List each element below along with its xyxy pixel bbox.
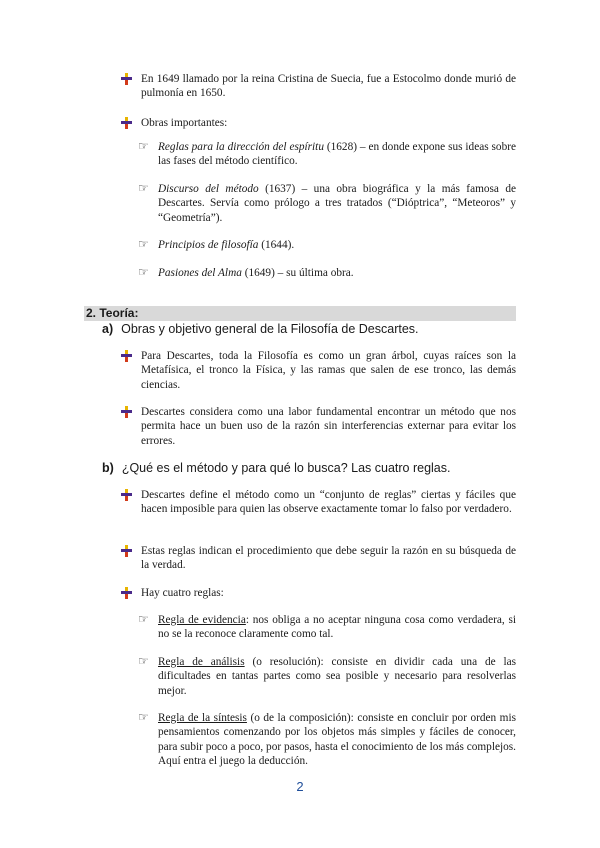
bullet-item xyxy=(120,586,516,600)
paragraph: Para Descartes, toda la Filosofía es como un gran árbol, cuyas raíces son la Metafísica, el tronco la Física, y las ramas que salen de ese tronco, las demás ciencias. xyxy=(141,350,516,391)
work-description: (1644). xyxy=(258,239,295,251)
work-item xyxy=(138,182,516,225)
rule-item xyxy=(138,655,516,698)
subheading-text: ¿Qué es el método y para qué lo busca? Las cuatro reglas. xyxy=(121,461,451,475)
rule-item xyxy=(138,711,516,769)
subheading-label: a) xyxy=(102,322,114,336)
diamond-bullet-icon xyxy=(120,545,134,557)
rule-name: Regla de evidencia xyxy=(158,614,246,626)
diamond-bullet-icon xyxy=(120,489,134,501)
work-title: Pasiones del Alma xyxy=(158,267,242,279)
paragraph: Descartes define el método como un “conjunto de reglas” ciertas y fáciles que hacen imposible para quien las observe exactamente tomar lo falso por verdadero. xyxy=(141,489,516,516)
paragraph: Estas reglas indican el procedimiento que debe seguir la razón en su búsqueda de la verdad. xyxy=(141,545,516,572)
bullet-item xyxy=(120,488,516,517)
diamond-bullet-icon xyxy=(120,406,134,418)
rule-description: (o resolución): consiste en dividir cada una de las dificultades en tantas partes como sea posible y necesario para resolverlas mejor. xyxy=(158,656,517,697)
bullet-item xyxy=(120,72,516,101)
subheading-label: b) xyxy=(102,461,114,475)
work-title: Reglas para la dirección del espíritu xyxy=(158,141,324,153)
diamond-bullet-icon xyxy=(120,587,134,599)
pointing-hand-icon: ☞ xyxy=(138,181,149,195)
section-title: 2. Teoría: xyxy=(86,306,139,320)
rule-item xyxy=(138,613,516,642)
pointing-hand-icon: ☞ xyxy=(138,710,149,724)
pointing-hand-icon: ☞ xyxy=(138,612,149,626)
bullet-item xyxy=(120,116,516,130)
section-bar xyxy=(84,306,516,321)
bullet-item xyxy=(120,544,516,573)
work-item xyxy=(138,238,516,252)
work-title: Discurso del método xyxy=(158,183,259,195)
paragraph: Hay cuatro reglas: xyxy=(141,587,224,599)
subheading-b xyxy=(102,461,516,476)
diamond-bullet-icon xyxy=(120,73,134,85)
rule-description: (o de la composición): consiste en concluir por orden mis pensamientos comenzando por los objetos más simples y fáciles de conocer, para subir poco a poco, por pasos, hasta el conocimiento de los más complejos. Aquí entra el juego la deducción. xyxy=(158,712,517,768)
work-description: (1649) – su última obra. xyxy=(241,267,354,279)
rule-name: Regla de análisis xyxy=(158,656,245,668)
bullet-item xyxy=(120,405,516,448)
work-title: Principios de filosofía xyxy=(158,239,259,251)
paragraph: Descartes considera como una labor fundamental encontrar un método que nos permita hace un buen uso de la razón sin interferencias externar para evitar los errores. xyxy=(141,406,516,447)
pointing-hand-icon: ☞ xyxy=(138,265,149,279)
bullet-item xyxy=(120,349,516,392)
works-heading: Obras importantes: xyxy=(141,117,228,129)
diamond-bullet-icon xyxy=(120,117,134,129)
pointing-hand-icon: ☞ xyxy=(138,654,149,668)
bio-paragraph: En 1649 llamado por la reina Cristina de Suecia, fue a Estocolmo donde murió de pulmonía en 1650. xyxy=(141,73,516,100)
pointing-hand-icon: ☞ xyxy=(138,237,149,251)
subheading-text: Obras y objetivo general de la Filosofía de Descartes. xyxy=(121,322,419,336)
rule-description: : nos obliga a no aceptar ninguna cosa como verdadera, si no se la reconoce claramente como tal. xyxy=(158,614,516,641)
subheading-a xyxy=(102,322,516,337)
work-item xyxy=(138,140,516,169)
work-description: (1637) – una obra biográfica y la más famosa de Descartes. Servía como prólogo a tres tratados (“Dióptrica”, “Meteoros” y “Geometría”). xyxy=(158,183,516,224)
pointing-hand-icon: ☞ xyxy=(138,139,149,153)
diamond-bullet-icon xyxy=(120,350,134,362)
work-item xyxy=(138,266,516,280)
page-number: 2 xyxy=(296,779,304,794)
work-description: (1628) – en donde expone sus ideas sobre las fases del método científico. xyxy=(158,141,516,168)
rule-name: Regla de la síntesis xyxy=(158,712,247,724)
